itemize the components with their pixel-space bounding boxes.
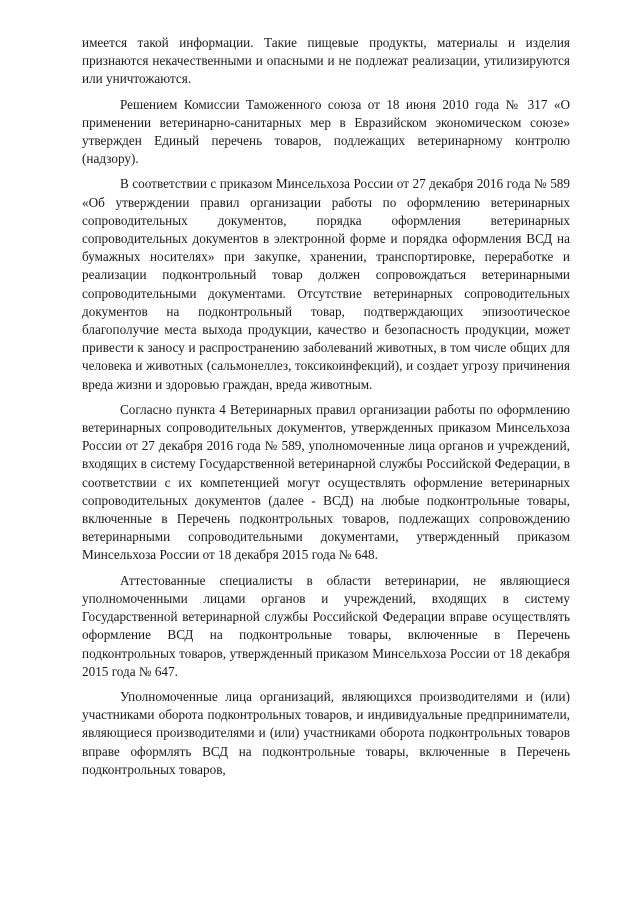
paragraph-continuation: имеется такой информации. Такие пищевые продукты, материалы и изделия признаются некачественными и опасными и не подлежат реализации, утилизируются или уничтожаются. (82, 35, 570, 87)
paragraph-authorized-persons: Уполномоченные лица организаций, являющихся производителями и (или) участниками оборота подконтрольных товаров, и индивидуальные предприниматели, являющиеся производителями и (или) участниками оборота подконтрольных товаров вправе оформлять ВСД на подконтрольные товары, включенные в Перечень подконтрольных товаров, (82, 688, 570, 777)
paragraph-certified-specialists: Аттестованные специалисты в области ветеринарии, не являющиеся уполномоченными лицами органов и учреждений, входящих в систему Государственной ветеринарной службы Российской Федерации вправе осуществлять оформление ВСД на подконтрольные товары, включенные в Перечень подконтрольных товаров, утвержденный приказом Минсельхоза России от 18 декабря 2015 года № 647. (82, 572, 570, 679)
document-body (82, 34, 570, 786)
paragraph-rule-4: Согласно пункта 4 Ветеринарных правил организации работы по оформлению ветеринарных сопроводительных документов, утвержденных приказом Минсельхоза России от 27 декабря 2016 года № 589, уполномоченные лица органов и учреждений, входящих в систему Государственной ветеринарной службы Российской Федерации, в соответствии с их компетенцией могут осуществлять оформление ветеринарных сопроводительных документов (далее - ВСД) на любые подконтрольные товары, включенные в Перечень подконтрольных товаров, подлежащих сопровождению ветеринарными сопроводительными документами, утвержденный приказом Минсельхоза России от 18 декабря 2015 года № 648. (82, 401, 570, 563)
paragraph-customs-union-decision: Решением Комиссии Таможенного союза от 18 июня 2010 года № 317 «О применении ветеринарно-санитарных мер в Евразийском экономическом союзе» утвержден Единый перечень товаров, подлежащих ветеринарному контролю (надзору). (82, 96, 570, 167)
paragraph-order-589: В соответствии с приказом Минсельхоза России от 27 декабря 2016 года № 589 «Об утверждении правил организации работы по оформлению ветеринарных сопроводительных документов, порядка оформления ветеринарных сопроводительных документов в электронной форме и порядка оформления ВСД на бумажных носителях» при закупке, хранении, транспортировке, переработке и реализации подконтрольный товар должен сопровождаться ветеринарными сопроводительными документами. Отсутствие ветеринарных сопроводительных документов на подконтрольный товар, подтверждающих эпизоотическое благополучие места выхода продукции, качество и безопасность продукции, может привести к заносу и распространению заболеваний животных, в том числе общих для человека и животных (сальмонеллез, токсикоинфекций), и создает угрозу причинения вреда жизни и здоровью граждан, вреда животным. (82, 176, 570, 392)
